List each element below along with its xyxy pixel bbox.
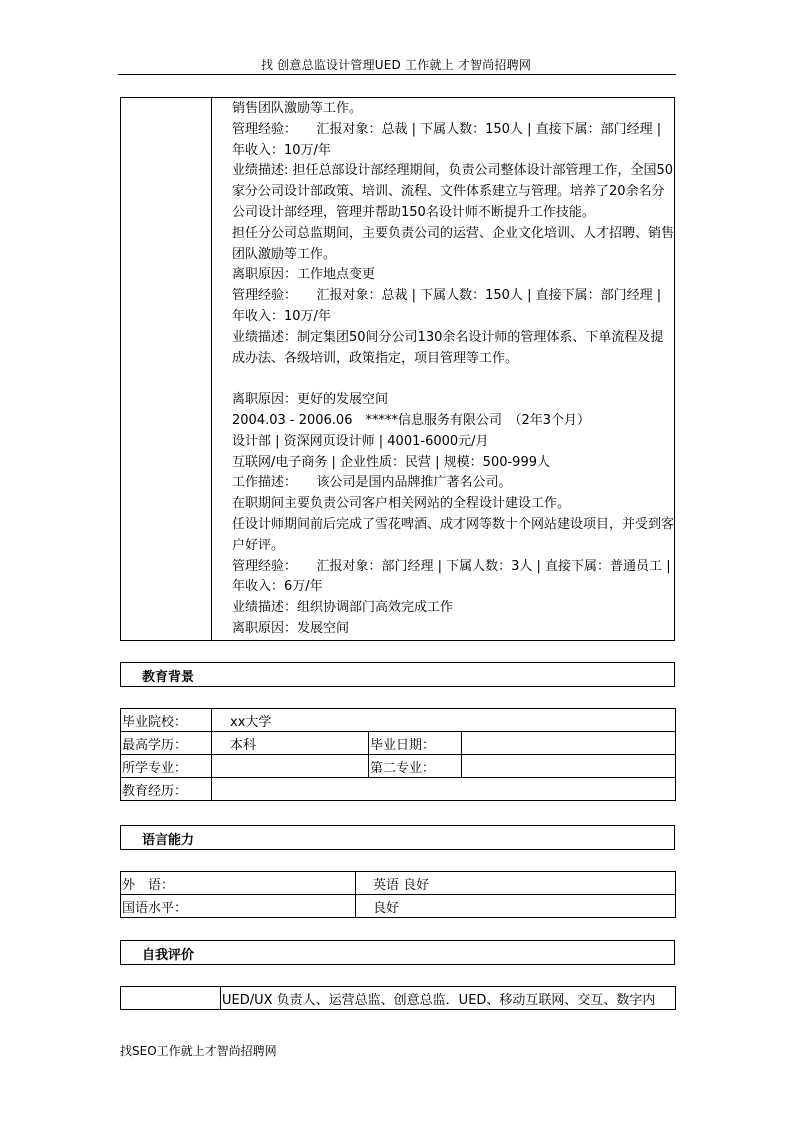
- self-evaluation-title: 自我评价: [142, 948, 195, 963]
- education-history-value: [212, 778, 676, 801]
- work-line: 任设计师期间前后完成了雪花啤酒、成才网等数十个网站建设项目，并受到客户好评。: [232, 516, 675, 553]
- work-line: 离职原因：发展空间: [232, 620, 350, 636]
- language-title: 语言能力: [142, 833, 195, 848]
- table-row: [121, 872, 676, 895]
- self-evaluation-table: [120, 986, 676, 1010]
- work-line: 设计部 | 资深网页设计师 | 4001-6000元/月: [232, 433, 489, 449]
- education-title: 教育背景: [142, 670, 195, 685]
- school-label: 毕业院校：: [121, 709, 212, 732]
- language-section-title: [120, 825, 675, 850]
- grad-date-label: 毕业日期：: [369, 732, 462, 755]
- self-evaluation-label: [121, 987, 221, 1010]
- work-experience-box: [120, 97, 675, 641]
- language-table: [120, 871, 676, 918]
- work-line: 离职原因：工作地点变更: [232, 267, 376, 283]
- work-line: 互联网/电子商务 | 企业性质：民营 | 规模：500-999人: [232, 454, 550, 470]
- mandarin-level-value: 良好: [356, 895, 676, 918]
- work-line: 销售团队激励等工作。: [232, 101, 363, 116]
- degree-value: 本科: [212, 732, 369, 755]
- work-line: 业绩描述: 担任总部设计部经理期间，负责公司整体设计部管理工作，全国50家分公司设计部政策、培训、流程、文件体系建立与管理。培养了20余名分公司设计部经理，管理并帮助150名设计师不断提升工作技能。: [232, 163, 674, 220]
- table-row: [121, 755, 676, 778]
- table-row: [121, 987, 676, 1010]
- table-row: [121, 732, 676, 755]
- work-line: 离职原因：更好的发展空间: [232, 392, 389, 408]
- second-major-label: 第二专业：: [369, 755, 462, 778]
- work-line: 业绩描述：制定集团50间分公司130余名设计师的管理体系、下单流程及提成办法、各级培训，政策指定，项目管理等工作。: [232, 329, 664, 366]
- self-evaluation-value: UED/UX 负责人、运营总监、创意总监．UED、移动互联网、交互、数字内: [221, 987, 676, 1010]
- header-rule: [118, 74, 676, 75]
- table-row: [121, 895, 676, 918]
- table-row: [121, 709, 676, 732]
- page-header: 找 创意总监设计管理UED 工作就上 才智尚招聘网: [260, 58, 532, 72]
- work-line: 在职期间主要负责公司客户相关网站的全程设计建设工作。: [232, 496, 571, 512]
- work-line: 管理经验： 汇报对象：部门经理 | 下属人数：3人 | 直接下属：普通员工 | 年收入：6万/年: [232, 558, 671, 595]
- school-value: xx大学: [212, 709, 676, 732]
- foreign-language-label: 外 语：: [121, 872, 356, 895]
- work-blank-line: [232, 369, 674, 390]
- education-section-title: [120, 662, 675, 687]
- education-table: [120, 708, 676, 801]
- foreign-language-value: 英语 良好: [356, 872, 676, 895]
- work-line: 2004.03 - 2006.06 *****信息服务有限公司 （2年3个月）: [232, 412, 591, 428]
- education-history-label: 教育经历：: [121, 778, 212, 801]
- work-line: 担任分公司总监期间，主要负责公司的运营、企业文化培训、人才招聘、销售团队激励等工作。: [232, 225, 675, 262]
- major-value: [212, 755, 369, 778]
- second-major-value: [462, 755, 676, 778]
- self-evaluation-section-title: [120, 940, 675, 965]
- work-experience-divider: [211, 98, 212, 640]
- work-line: 业绩描述：组织协调部门高效完成工作: [232, 600, 454, 616]
- work-line: 管理经验： 汇报对象：总裁 | 下属人数：150人 | 直接下属：部门经理 | 年收入：10万/年: [232, 121, 662, 158]
- major-label: 所学专业：: [121, 755, 212, 778]
- degree-label: 最高学历：: [121, 732, 212, 755]
- table-row: [121, 778, 676, 801]
- work-line: 工作描述： 该公司是国内品牌推广著名公司。: [232, 475, 512, 491]
- work-experience-text: [232, 99, 674, 640]
- page-footer: 找SEO工作就上才智尚招聘网: [120, 1044, 277, 1058]
- grad-date-value: [462, 732, 676, 755]
- work-line: 管理经验： 汇报对象：总裁 | 下属人数：150人 | 直接下属：部门经理 | 年收入：10万/年: [232, 288, 662, 324]
- mandarin-level-label: 国语水平：: [121, 895, 356, 918]
